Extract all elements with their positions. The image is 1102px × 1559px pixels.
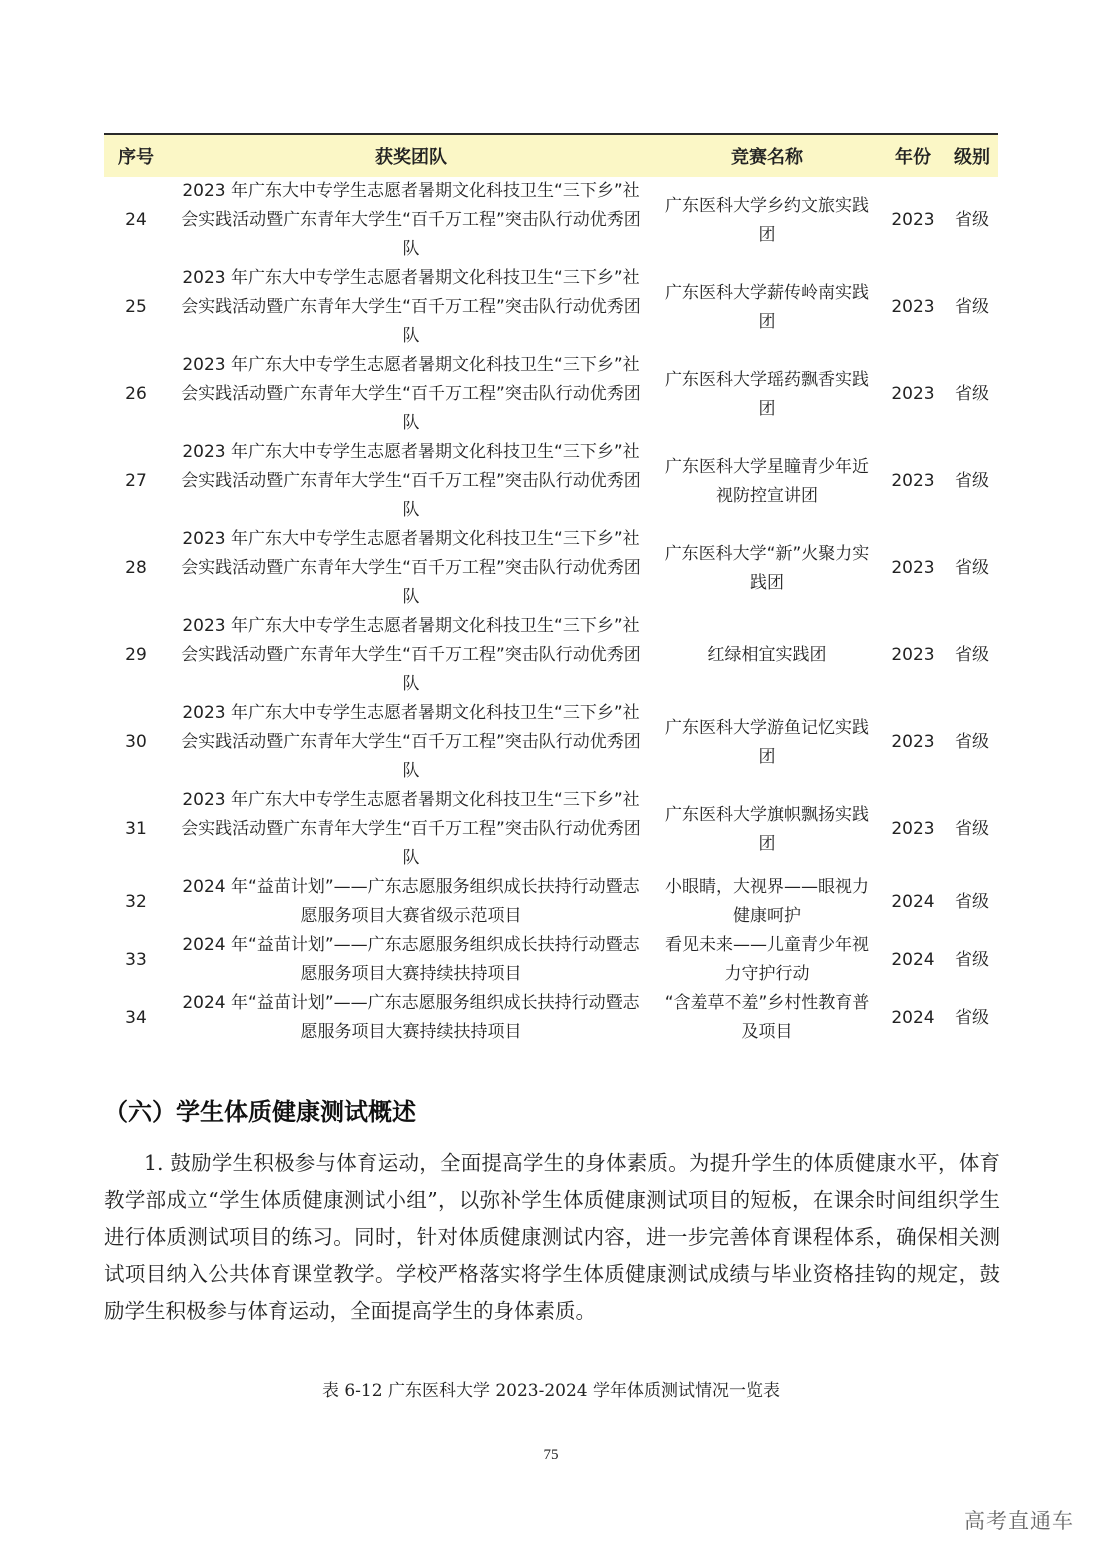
row-level: 省级 xyxy=(955,558,989,579)
row-no: 34 xyxy=(125,1007,147,1028)
row-competition: 广东医科大学游鱼记忆实践团 xyxy=(665,717,869,767)
row-competition: 广东医科大学“新”火聚力实践团 xyxy=(664,543,870,593)
row-level: 省级 xyxy=(955,949,989,970)
row-no: 33 xyxy=(125,949,147,970)
row-team: 2023 年广东大中专学生志愿者暑期文化科技卫生“三下乡”社会实践活动暨广东青年大学生“百千万工程”突击队行动优秀团队 xyxy=(181,790,641,868)
table-row xyxy=(104,438,998,525)
row-competition: “含羞草不羞”乡村性教育普及项目 xyxy=(664,993,870,1042)
row-team: 2023 年广东大中专学生志愿者暑期文化科技卫生“三下乡”社会实践活动暨广东青年大学生“百千万工程”突击队行动优秀团队 xyxy=(181,442,641,520)
header-no: 序号 xyxy=(118,147,154,168)
awards-table xyxy=(104,133,998,1047)
row-year: 2024 xyxy=(891,891,935,912)
row-no: 24 xyxy=(125,210,147,231)
table-row xyxy=(104,525,998,612)
row-year: 2024 xyxy=(891,1007,935,1028)
awards-table-container xyxy=(104,133,998,1047)
table-row xyxy=(104,873,998,931)
row-team: 2023 年广东大中专学生志愿者暑期文化科技卫生“三下乡”社会实践活动暨广东青年大学生“百千万工程”突击队行动优秀团队 xyxy=(181,355,641,433)
table-body xyxy=(104,177,998,1047)
header-year: 年份 xyxy=(895,147,931,168)
table-row xyxy=(104,264,998,351)
row-year: 2023 xyxy=(891,210,935,231)
row-team: 2023 年广东大中专学生志愿者暑期文化科技卫生“三下乡”社会实践活动暨广东青年大学生“百千万工程”突击队行动优秀团队 xyxy=(181,703,641,781)
row-competition: 广东医科大学瑶药飘香实践团 xyxy=(665,369,869,419)
row-no: 29 xyxy=(125,645,147,666)
row-no: 31 xyxy=(125,819,147,840)
row-year: 2023 xyxy=(891,297,935,318)
table-row xyxy=(104,699,998,786)
header-competition: 竞赛名称 xyxy=(731,147,803,168)
table-row xyxy=(104,612,998,699)
watermark-text: 高考直通车 xyxy=(964,1509,1074,1533)
row-year: 2024 xyxy=(891,949,935,970)
table-row xyxy=(104,786,998,873)
row-competition: 红绿相宜实践团 xyxy=(707,645,827,666)
row-competition: 广东医科大学旗帜飘扬实践团 xyxy=(665,804,869,854)
row-level: 省级 xyxy=(955,1007,989,1028)
body-paragraph: 1. 鼓励学生积极参与体育运动，全面提高学生的身体素质。为提升学生的体质健康水平，体育教学部成立“学生体质健康测试小组”，以弥补学生体质健康测试项目的短板，在课余时间组织学生进行体质测试项目的练习。同时，针对体质健康测试内容，进一步完善体育课程体系，确保相关测试项目纳入公共体育课堂教学。学校严格落实将学生体质健康测试成绩与毕业资格挂钩的规定，鼓励学生积极参与体育运动，全面提高学生的身体素质。 xyxy=(104,1151,1000,1323)
row-year: 2023 xyxy=(891,471,935,492)
row-no: 30 xyxy=(125,732,147,753)
row-competition: 小眼睛，大视界——眼视力健康呵护 xyxy=(665,877,869,926)
row-year: 2023 xyxy=(891,384,935,405)
row-competition: 看见未来——儿童青少年视力守护行动 xyxy=(665,935,869,984)
row-level: 省级 xyxy=(955,645,989,666)
row-year: 2023 xyxy=(891,558,935,579)
row-team: 2024 年“益苗计划”——广东志愿服务组织成长扶持行动暨志愿服务项目大赛省级示范项目 xyxy=(182,877,640,926)
row-year: 2023 xyxy=(891,732,935,753)
row-no: 27 xyxy=(125,471,147,492)
table-row xyxy=(104,989,998,1047)
row-level: 省级 xyxy=(955,891,989,912)
table-header-row xyxy=(104,134,998,177)
page-number: 75 xyxy=(543,1447,559,1463)
row-team: 2024 年“益苗计划”——广东志愿服务组织成长扶持行动暨志愿服务项目大赛持续扶持项目 xyxy=(182,993,640,1042)
table-row xyxy=(104,177,998,264)
row-level: 省级 xyxy=(955,732,989,753)
table-caption: 表 6-12 广东医科大学 2023-2024 学年体质测试情况一览表 xyxy=(321,1381,781,1401)
row-level: 省级 xyxy=(955,384,989,405)
header-level: 级别 xyxy=(954,147,990,168)
row-competition: 广东医科大学薪传岭南实践团 xyxy=(665,282,869,332)
table-row xyxy=(104,351,998,438)
row-level: 省级 xyxy=(955,297,989,318)
row-competition: 广东医科大学星瞳青少年近视防控宣讲团 xyxy=(665,456,869,506)
section-heading: （六）学生体质健康测试概述 xyxy=(104,1098,416,1126)
row-no: 25 xyxy=(125,297,147,318)
row-no: 26 xyxy=(125,384,147,405)
row-competition: 广东医科大学乡约文旅实践团 xyxy=(665,195,869,245)
row-team: 2023 年广东大中专学生志愿者暑期文化科技卫生“三下乡”社会实践活动暨广东青年大学生“百千万工程”突击队行动优秀团队 xyxy=(181,529,641,607)
row-year: 2023 xyxy=(891,819,935,840)
row-team: 2024 年“益苗计划”——广东志愿服务组织成长扶持行动暨志愿服务项目大赛持续扶持项目 xyxy=(182,935,640,984)
header-team: 获奖团队 xyxy=(375,147,447,168)
row-team: 2023 年广东大中专学生志愿者暑期文化科技卫生“三下乡”社会实践活动暨广东青年大学生“百千万工程”突击队行动优秀团队 xyxy=(181,616,641,694)
row-level: 省级 xyxy=(955,210,989,231)
row-team: 2023 年广东大中专学生志愿者暑期文化科技卫生“三下乡”社会实践活动暨广东青年大学生“百千万工程”突击队行动优秀团队 xyxy=(181,268,641,346)
row-team: 2023 年广东大中专学生志愿者暑期文化科技卫生“三下乡”社会实践活动暨广东青年大学生“百千万工程”突击队行动优秀团队 xyxy=(181,181,641,259)
row-level: 省级 xyxy=(955,819,989,840)
row-no: 28 xyxy=(125,558,147,579)
row-level: 省级 xyxy=(955,471,989,492)
row-no: 32 xyxy=(125,891,147,912)
table-row xyxy=(104,931,998,989)
row-year: 2023 xyxy=(891,645,935,666)
